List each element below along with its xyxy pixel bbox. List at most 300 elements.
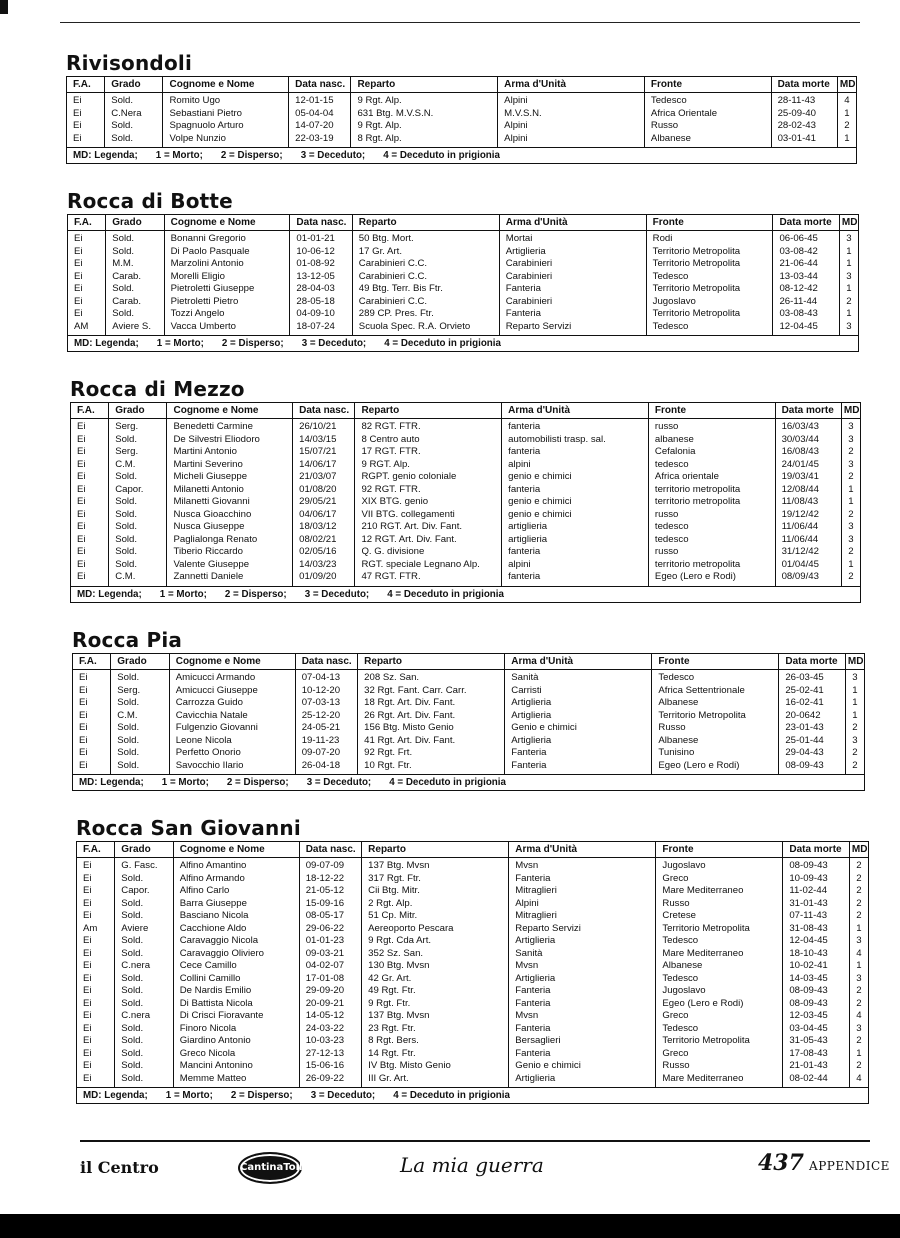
table-cell: Bonanni Gregorio (170, 233, 246, 244)
table-cell: Finoro Nicola (179, 1022, 237, 1034)
column-header: Data nasc. (290, 215, 352, 230)
table-cell: tedesco (654, 533, 689, 545)
legend-item: 1 = Morto; (156, 338, 204, 349)
table-cell: 3 (848, 433, 854, 445)
table-cell: Di Battista Nicola (179, 997, 253, 1009)
section-title: Rocca di Mezzo (70, 377, 245, 401)
table-cell: Ei (79, 709, 88, 721)
table-cell: 27-12-13 (305, 1047, 345, 1059)
table-cell: 10-02-41 (789, 960, 828, 971)
table-cell: 17-08-43 (789, 1047, 828, 1059)
table-cell: albanese (654, 433, 694, 445)
table-cell: 137 Btg. Mvsn (368, 860, 430, 871)
table-cell: Carabinieri (505, 270, 553, 282)
table-cell: 2 (852, 747, 858, 758)
table-column (67, 93, 105, 147)
table-cell: 49 Rgt. Ftr. (368, 985, 416, 996)
table-cell: Scuola Spec. R.A. Orvieto (358, 320, 471, 332)
table-cell: Capor. (115, 483, 144, 495)
sponsor-logo: CantinaTollo (238, 1152, 302, 1184)
table-column (656, 858, 783, 1087)
table-cell: 18/03/12 (299, 521, 337, 532)
table-cell: Carab. (112, 295, 142, 307)
legend-item: 4 = Deceduto in prigionia (389, 777, 506, 788)
table-cell: Sold. (112, 233, 135, 244)
table-cell: 29-09-20 (305, 985, 345, 996)
column-header: Cognome e Nome (170, 654, 296, 669)
table-cell: Carabinieri C.C. (358, 258, 428, 269)
table-cell: 12-01-15 (295, 95, 334, 106)
column-header: Data morte (772, 77, 838, 92)
table-cell: Sold. (121, 872, 144, 884)
table-cell: Alpini (504, 120, 528, 131)
column-header: MD (847, 656, 864, 667)
legend-label: MD: Legenda; (83, 1090, 148, 1101)
table-column (290, 231, 352, 335)
table-cell: Ei (77, 471, 86, 482)
table-cell: 1 (856, 1047, 862, 1059)
table-cell: 50 Btg. Mort. (358, 233, 414, 244)
table-cell: 2 (848, 571, 854, 582)
table-cell: Sold. (121, 947, 144, 959)
table-cell: 25-02-41 (785, 684, 824, 696)
table-cell: Sold. (115, 496, 138, 507)
table-cell: Ei (73, 120, 82, 131)
table-cell: C.M. (115, 571, 136, 582)
table-cell: 20-09-21 (305, 997, 345, 1009)
table-cell: XIX BTG. genio (361, 496, 429, 507)
table-cell: Territorio Metropolita (652, 258, 741, 269)
table-cell: russo (654, 421, 679, 432)
table-cell: Sold. (117, 672, 140, 683)
table-column (509, 858, 656, 1087)
table-cell: Sold. (115, 521, 138, 532)
table-cell: Fanteria (515, 997, 551, 1009)
legend-label: MD: Legenda; (73, 150, 138, 161)
table-cell: Martini Severino (173, 458, 243, 470)
table-cell: 23 Rgt. Ftr. (368, 1022, 416, 1034)
table-cell: Greco (662, 1047, 689, 1059)
table-cell: 08/02/21 (299, 533, 337, 545)
table-body (68, 231, 858, 336)
table-cell: Morelli Eligio (170, 270, 225, 282)
table-column (645, 93, 772, 147)
table-cell: 30/03/44 (781, 433, 819, 445)
table-cell: Rodi (652, 233, 673, 244)
table-cell: Ei (83, 997, 92, 1009)
column-header: Data morte (779, 654, 846, 669)
table-cell: 24/01/45 (781, 458, 819, 470)
table-body (73, 670, 864, 775)
legend-item: 4 = Deceduto in prigionia (384, 338, 501, 349)
table-cell: artiglieria (508, 521, 548, 532)
table-cell: 11/08/43 (781, 496, 819, 507)
table-cell: 8 Centro auto (361, 433, 420, 445)
table-cell: 137 Btg. Mvsn (368, 1010, 430, 1021)
table-header (68, 215, 858, 231)
legend-label: MD: Legenda; (79, 777, 144, 788)
table-cell: 3 (848, 521, 854, 532)
table-cell: Ei (77, 521, 86, 532)
table-cell: 15-06-16 (305, 1060, 345, 1071)
table-cell: Bersaglieri (515, 1035, 561, 1046)
table-cell: 2 Rgt. Alp. (368, 897, 413, 909)
table-cell: 14/03/15 (299, 433, 337, 445)
table-cell: Egeo (Lero e Rodi) (654, 571, 736, 582)
column-header: Data nasc. (296, 654, 358, 669)
section-title: Rocca di Botte (67, 189, 233, 213)
table-cell: Ei (79, 684, 88, 696)
table-cell: Sold. (112, 283, 135, 294)
table-cell: Sold. (115, 533, 138, 545)
section-title: Rocca San Giovanni (76, 816, 301, 840)
table-column (502, 419, 649, 586)
table-cell: Reparto Servizi (515, 922, 581, 934)
table-cell: 26-09-22 (305, 1072, 345, 1084)
table-column (846, 670, 864, 774)
table-column (73, 670, 111, 774)
table-cell: Africa Orientale (650, 107, 718, 119)
casualty-table (66, 76, 857, 164)
table-cell: Ei (77, 533, 86, 545)
table-cell: 04/06/17 (299, 508, 337, 520)
table-cell: Ei (83, 910, 92, 921)
table-cell: 82 RGT. FTR. (361, 421, 421, 432)
table-cell: Sold. (121, 985, 144, 996)
table-cell: Ei (83, 897, 92, 909)
table-column (289, 93, 351, 147)
appendix-label: APPENDICE (809, 1159, 890, 1173)
table-column (358, 670, 505, 774)
table-cell: 14-05-12 (305, 1010, 345, 1021)
table-cell: Sold. (121, 997, 144, 1009)
table-cell: 26-11-44 (779, 295, 818, 307)
table-cell: Mare Mediterraneo (662, 947, 744, 959)
table-column (649, 419, 776, 586)
table-cell: Amicucci Armando (175, 672, 256, 683)
table-cell: 31/12/42 (781, 546, 819, 557)
column-header: Fronte (652, 654, 779, 669)
table-cell: Territorio Metropolita (652, 245, 741, 257)
table-cell: 26/10/21 (299, 421, 337, 432)
table-cell: Ei (83, 935, 92, 946)
table-cell: 1 (852, 684, 858, 696)
table-cell: Ei (83, 947, 92, 959)
column-header: Data nasc. (289, 77, 351, 92)
table-header (67, 77, 856, 93)
section-title: Rocca Pia (72, 628, 183, 652)
table-cell: 29-04-43 (785, 747, 824, 758)
table-cell: M.M. (112, 258, 134, 269)
table-cell: M.V.S.N. (504, 107, 542, 119)
table-cell: 08/09/43 (781, 571, 819, 582)
column-header: Grado (105, 77, 163, 92)
table-cell: Mancini Antonino (179, 1060, 253, 1071)
legend-item: 3 = Deceduto; (310, 1090, 376, 1101)
table-cell: Greco (662, 1010, 689, 1021)
legend-label: MD: Legenda; (77, 588, 142, 600)
footer-series-title: La mia guerra (400, 1153, 544, 1177)
table-cell: Giardino Antonio (179, 1035, 251, 1046)
table-cell: 07-03-13 (301, 697, 341, 708)
column-header: Fronte (656, 842, 783, 857)
table-column (174, 858, 300, 1087)
table-cell: 31-08-43 (789, 922, 828, 934)
column-header: Reparto (351, 77, 498, 92)
table-cell: Jugoslavo (652, 295, 696, 307)
table-cell: Carristi (511, 684, 542, 696)
table-cell: 2 (856, 860, 862, 871)
table-cell: 21-01-43 (789, 1060, 828, 1071)
table-cell: Ei (74, 233, 83, 244)
table-cell: Sold. (117, 697, 140, 708)
table-body (71, 419, 860, 587)
table-cell: Russo (658, 722, 686, 733)
table-cell: Jugoslavo (662, 860, 706, 871)
table-cell: genio e chimici (508, 508, 572, 520)
table-cell: Ei (79, 697, 88, 708)
table-column (355, 419, 502, 586)
table-cell: Africa Settentrionale (658, 684, 745, 696)
table-cell: 24-03-22 (305, 1022, 345, 1034)
table-cell: 49 Btg. Terr. Bis Ftr. (358, 283, 443, 294)
casualty-table (70, 402, 861, 603)
legend-item: 3 = Deceduto; (300, 150, 366, 161)
table-cell: Ei (79, 747, 88, 758)
table-cell: Fanteria (515, 985, 551, 996)
table-cell: Ei (77, 546, 86, 557)
table-cell: genio e chimici (508, 471, 572, 482)
table-column (106, 231, 164, 335)
table-column (783, 858, 850, 1087)
table-cell: Greco Nicola (179, 1047, 236, 1059)
table-cell: 08-09-43 (789, 985, 828, 996)
table-cell: artiglieria (508, 533, 548, 545)
table-cell: Carabinieri C.C. (358, 270, 428, 282)
table-cell: 21-05-12 (305, 885, 345, 896)
table-cell: 12/08/44 (781, 483, 819, 495)
table-cell: Territorio Metropolita (652, 308, 741, 319)
table-cell: Russo (650, 120, 679, 131)
table-cell: 13-12-05 (296, 270, 335, 282)
table-cell: Fanteria (515, 872, 551, 884)
table-cell: 19-11-23 (301, 734, 340, 746)
table-cell: 16-02-41 (785, 697, 824, 708)
table-cell: 04-02-07 (305, 960, 345, 971)
table-cell: Albanese (662, 960, 703, 971)
table-cell: 28-11-43 (777, 95, 816, 106)
table-column (840, 231, 858, 335)
table-cell: 1 (848, 558, 854, 570)
table-cell: Ei (73, 95, 82, 106)
table-cell: Sold. (117, 747, 140, 758)
table-cell: Ei (73, 107, 82, 119)
table-cell: 8 Rgt. Alp. (357, 132, 402, 144)
table-cell: 25-09-40 (777, 107, 816, 119)
column-header: F.A. (68, 215, 106, 230)
table-cell: 2 (852, 722, 858, 733)
table-cell: Leone Nicola (175, 734, 232, 746)
table-cell: 20-0642 (785, 709, 821, 721)
table-header (73, 654, 864, 670)
table-cell: Sold. (121, 910, 144, 921)
table-cell: 2 (848, 471, 854, 482)
table-cell: Mvsn (515, 860, 539, 871)
column-header: F.A. (73, 654, 111, 669)
table-cell: Amicucci Giuseppe (175, 684, 258, 696)
table-cell: Ei (77, 433, 86, 445)
scan-bottom-border (0, 1214, 900, 1238)
table-cell: 3 (856, 935, 862, 946)
table-cell: 4 (856, 1072, 862, 1084)
table-cell: Di Paolo Pasquale (170, 245, 250, 257)
table-cell: 631 Btg. M.V.S.N. (357, 107, 434, 119)
footer-rule (80, 1140, 870, 1142)
table-cell: Sold. (115, 546, 138, 557)
table-cell: Ei (74, 308, 83, 319)
table-cell: Ei (79, 734, 88, 746)
table-cell: 08-02-44 (789, 1072, 828, 1084)
table-cell: Ei (74, 270, 83, 282)
table-cell: Sold. (121, 1047, 144, 1059)
table-cell: 92 RGT. FTR. (361, 483, 421, 495)
md-legend (68, 336, 858, 351)
table-cell: 14 Rgt. Ftr. (368, 1047, 416, 1059)
section-rocca-di-botte (67, 188, 859, 352)
column-header: Grado (111, 654, 169, 669)
table-cell: Alfino Carlo (179, 885, 230, 896)
table-cell: fanteria (508, 571, 541, 582)
legend-item: 2 = Disperso; (226, 777, 289, 788)
table-cell: 29/05/21 (299, 496, 337, 507)
table-cell: 09-03-21 (305, 947, 345, 959)
table-cell: Carrozza Guido (175, 697, 243, 708)
table-cell: Nusca Gioacchino (173, 508, 252, 520)
table-cell: Fanteria (505, 308, 541, 319)
casualty-table (76, 841, 869, 1104)
column-header: Cognome e Nome (165, 215, 291, 230)
table-cell: Volpe Nunzio (169, 132, 227, 144)
table-cell: 01/04/45 (781, 558, 819, 570)
table-cell: 08-09-43 (789, 860, 828, 871)
table-cell: 05-04-04 (295, 107, 334, 119)
table-cell: 14-07-20 (295, 120, 334, 131)
legend-item: 2 = Disperso; (220, 150, 283, 161)
table-cell: Caravaggio Oliviero (179, 947, 264, 959)
legend-item: 1 = Morto; (165, 1090, 213, 1101)
footer-page (758, 1150, 890, 1176)
table-cell: 32 Rgt. Fant. Carr. Carr. (364, 684, 467, 696)
table-cell: Ei (83, 1047, 92, 1059)
table-cell: Benedetti Carmine (173, 421, 253, 432)
table-cell: Sold. (121, 935, 144, 946)
legend-item: 4 = Deceduto in prigionia (387, 588, 504, 600)
top-rule (60, 22, 860, 23)
table-cell: 352 Sz. San. (368, 947, 424, 959)
table-cell: 16/03/43 (781, 421, 819, 432)
table-cell: 1 (848, 483, 854, 495)
column-header: MD (839, 79, 856, 90)
table-cell: Tedesco (662, 935, 699, 946)
table-cell: Savocchio Ilario (175, 759, 244, 771)
column-header: F.A. (77, 842, 115, 857)
column-header: Arma d'Unità (505, 654, 652, 669)
table-cell: Ei (77, 571, 86, 582)
md-legend (77, 1088, 868, 1103)
table-cell: Territorio Metropolita (662, 922, 750, 934)
table-cell: Sold. (112, 245, 135, 257)
table-cell: 01-08-92 (296, 258, 335, 269)
column-header: Reparto (362, 842, 509, 857)
table-column (838, 93, 856, 147)
section-rocca-di-mezzo (70, 376, 861, 603)
scan-mark (0, 0, 8, 14)
table-column (652, 670, 779, 774)
table-column (109, 419, 167, 586)
table-cell: Genio e chimici (515, 1060, 581, 1071)
table-column (773, 231, 839, 335)
table-cell: Basciano Nicola (179, 910, 249, 921)
table-cell: 2 (846, 295, 852, 307)
table-column (77, 858, 115, 1087)
table-cell: 13-03-44 (779, 270, 818, 282)
table-cell: Tedesco (652, 270, 689, 282)
table-cell: Ei (83, 860, 92, 871)
table-cell: Ei (79, 672, 88, 683)
section-rocca-pia (72, 627, 865, 791)
table-cell: 1 (852, 697, 858, 708)
table-body (77, 858, 868, 1088)
table-cell: Cacchione Aldo (179, 922, 247, 934)
table-cell: 9 Rgt. Alp. (357, 95, 402, 106)
table-cell: Fanteria (511, 747, 547, 758)
table-cell: Tedesco (652, 320, 689, 332)
table-cell: RGPT. genio coloniale (361, 471, 457, 482)
table-cell: Valente Giuseppe (173, 558, 250, 570)
table-cell: alpini (508, 458, 531, 470)
table-cell: Tiberio Riccardo (173, 546, 243, 557)
table-cell: 18 Rgt. Art. Div. Fant. (364, 697, 456, 708)
table-cell: 130 Btg. Mvsn (368, 960, 430, 971)
table-cell: 4 (856, 947, 862, 959)
legend-item: 4 = Deceduto in prigionia (383, 150, 500, 161)
table-cell: 2 (844, 120, 850, 131)
table-cell: fanteria (508, 446, 541, 457)
column-header: Data nasc. (300, 842, 362, 857)
table-cell: Ei (77, 558, 86, 570)
table-cell: Am (83, 922, 98, 934)
table-cell: Ei (74, 245, 83, 257)
column-header: MD (843, 405, 860, 416)
table-cell: IV Btg. Misto Genio (368, 1060, 451, 1071)
table-cell: 1 (846, 245, 852, 257)
table-column (850, 858, 868, 1087)
column-header: Cognome e Nome (167, 403, 293, 418)
table-cell: Nusca Giuseppe (173, 521, 245, 532)
table-cell: 26-03-45 (785, 672, 824, 683)
table-cell: 01/08/20 (299, 483, 337, 495)
table-column (296, 670, 358, 774)
column-header: Data morte (783, 842, 850, 857)
table-cell: Fanteria (515, 1022, 551, 1034)
legend-item: 1 = Morto; (159, 588, 207, 600)
table-cell: 28-04-03 (296, 283, 335, 294)
table-cell: 18-10-43 (789, 947, 828, 959)
table-cell: 03-04-45 (789, 1022, 828, 1034)
table-cell: 08-12-42 (779, 283, 818, 294)
table-cell: 18-12-22 (305, 872, 345, 884)
table-column (105, 93, 163, 147)
